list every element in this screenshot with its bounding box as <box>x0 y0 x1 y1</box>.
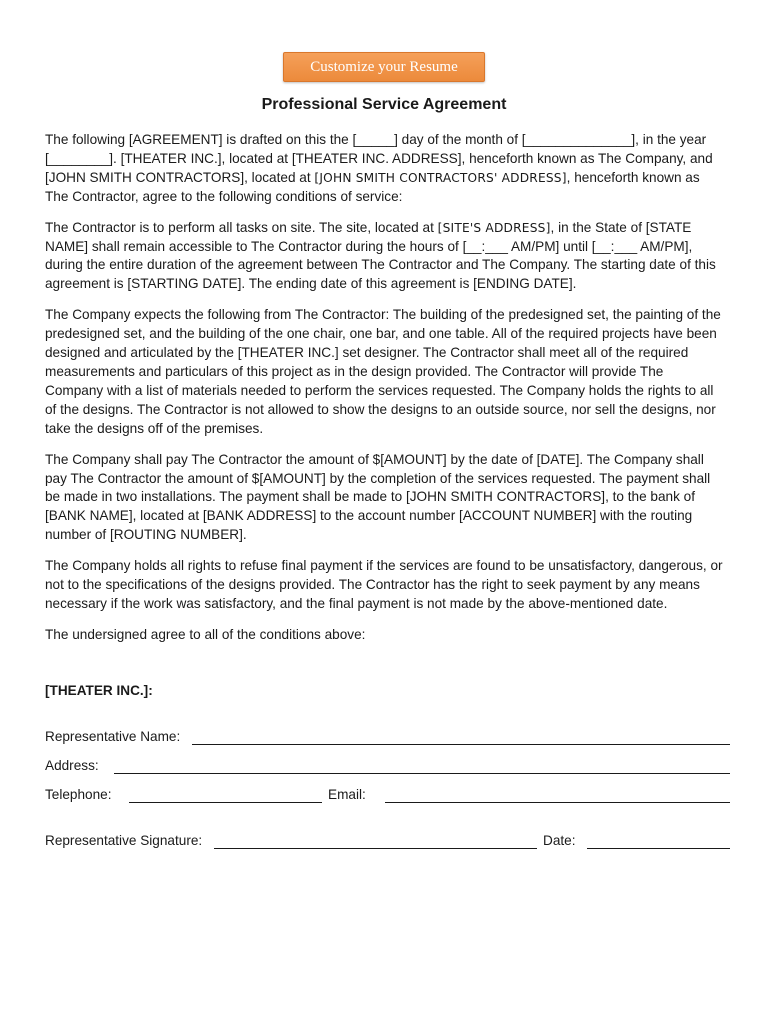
representative-name-row <box>45 729 730 749</box>
customize-button-wrapper <box>0 52 768 82</box>
paragraph-payment: The Company shall pay The Contractor the amount of $[AMOUNT] by the date of [DATE]. The Company shall pay The Contractor the amount of $[AMOUNT] by the completion of the services requested. The payment shall be made in two installations. The payment shall be made to [JOHN SMITH CONTRACTORS], to the bank of [BANK NAME], located at [BANK ADDRESS] to the account number [ACCOUNT NUMBER] with the routing number of [ROUTING NUMBER]. <box>45 451 711 543</box>
agreement-body <box>45 131 725 657</box>
signature-date-row <box>45 833 730 853</box>
paragraph-site <box>45 219 725 295</box>
email-field[interactable] <box>385 802 730 803</box>
site-address-placeholder: [SITE'S ADDRESS] <box>437 220 551 235</box>
paragraph-site-text-c: , in the State of [STATE NAME] shall remain accessible to The Contractor during the hours of [__:___ AM/PM] until [__:___ AM/PM], during the entire duration of the agreement between The Contractor and The Company. The starting date of this agreement is [STARTING DATE]. The ending date of this agreement is [ENDING DATE]. <box>45 219 716 292</box>
date-field[interactable] <box>587 848 730 849</box>
paragraph-parties-text-c: , henceforth known as The Contractor, agree to the following conditions of service: <box>45 169 700 204</box>
paragraph-refusal: The Company holds all rights to refuse final payment if the services are found to be unsatisfactory, dangerous, or not to the specifications of the designs provided. The Contractor has the right to seek payment by any means necessary if the work was satisfactory, and the final payment is not made by the above-mentioned date. <box>45 558 723 611</box>
address-row <box>45 758 730 778</box>
representative-signature-label: Representative Signature: <box>45 833 203 848</box>
date-label: Date: <box>543 833 576 848</box>
telephone-label: Telephone: <box>45 787 112 802</box>
address-label: Address: <box>45 758 99 773</box>
paragraph-parties-text-a: The following [AGREEMENT] is drafted on this the [_____] day of the month of [______________], in the year [________]. [THEATER INC.], located at [THEATER INC. ADDRESS], henceforth known as The Company, and [JOHN SMITH CONTRACTORS], located at <box>45 132 713 185</box>
party-label: [THEATER INC.]: <box>45 683 153 698</box>
paragraph-parties <box>45 131 725 207</box>
contractor-address-placeholder: [JOHN SMITH CONTRACTORS' ADDRESS] <box>314 170 567 185</box>
paragraph-site-text-a: The Contractor is to perform all tasks on site. The site, located at <box>45 219 438 235</box>
customize-resume-button[interactable]: Customize your Resume <box>283 52 485 82</box>
address-field[interactable] <box>114 773 730 774</box>
telephone-field[interactable] <box>129 802 322 803</box>
paragraph-expectations: The Company expects the following from The Contractor: The building of the predesigned set, the painting of the predesigned set, and the building of the one chair, one bar, and one table. All of the required projects have been designed and articulated by the [THEATER INC.] set designer. The Contractor shall meet all of the required measurements and particulars of this project as in the design provided. The Contractor will provide The Company with a list of materials needed to perform the services requested. The Company holds the rights to all of the designs. The Contractor is not allowed to show the designs to an outside source, nor sell the designs, nor take the designs off of the premises. <box>45 307 721 436</box>
document-title: Professional Service Agreement <box>261 96 507 113</box>
email-label: Email: <box>328 787 366 802</box>
representative-name-field[interactable] <box>192 744 730 745</box>
representative-signature-field[interactable] <box>214 848 537 849</box>
representative-name-label: Representative Name: <box>45 729 181 744</box>
telephone-email-row <box>45 787 730 807</box>
paragraph-agreement: The undersigned agree to all of the conditions above: <box>45 626 366 642</box>
